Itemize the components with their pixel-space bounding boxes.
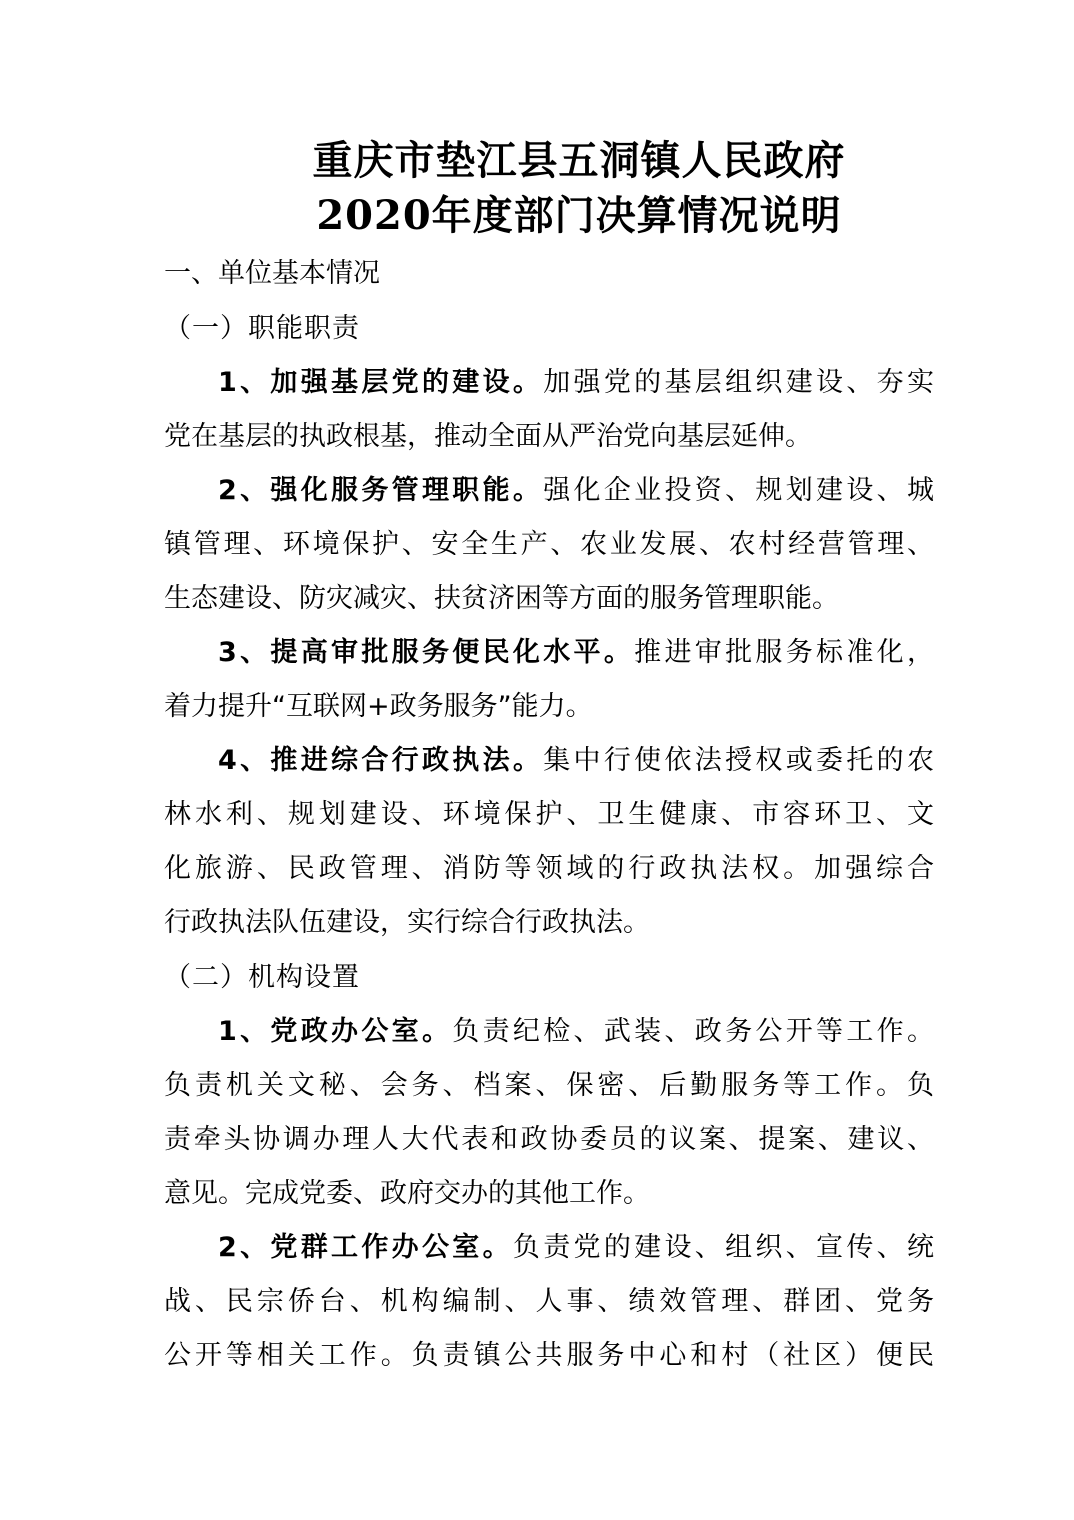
office-text: 负责党的建设、组织、宣传、统 [512, 1232, 934, 1263]
duty-text: 加强党的基层组织建设、夯实 [543, 367, 934, 398]
duty-paragraph-1-first-line [218, 365, 934, 401]
document-title-line-2: 2020年度部门决算情况说明 [316, 192, 842, 239]
duty-paragraph-2-line: 生态建设、防灾减灾、扶贫济困等方面的服务管理职能。 [164, 583, 839, 614]
subsection-heading-organization: （二）机构设置 [164, 962, 360, 993]
office-paragraph-1-line: 意见。完成党委、政府交办的其他工作。 [164, 1178, 650, 1209]
duty-lead: 1、加强基层党的建设。 [218, 367, 544, 398]
duty-paragraph-4-line: 林水利、规划建设、环境保护、卫生健康、市容环卫、文 [164, 799, 934, 830]
duty-paragraph-3-first-line [218, 635, 934, 671]
office-text: 负责纪检、武装、政务公开等工作。 [452, 1016, 934, 1047]
office-paragraph-1-line: 责牵头协调办理人大代表和政协委员的议案、提案、建议、 [164, 1124, 934, 1155]
office-paragraph-2-line: 公开等相关工作。负责镇公共服务中心和村（社区）便民 [164, 1340, 934, 1371]
section-heading-basic-info: 一、单位基本情况 [164, 258, 380, 289]
office-paragraph-1-line: 负责机关文秘、会务、档案、保密、后勤服务等工作。负 [164, 1070, 934, 1101]
duty-lead: 2、强化服务管理职能。 [218, 475, 544, 506]
duty-paragraph-4-line: 化旅游、民政管理、消防等领域的行政执法权。加强综合 [164, 853, 934, 884]
duty-paragraph-3-line: 着力提升“互联网+政务服务”能力。 [164, 691, 593, 722]
office-lead: 2、党群工作办公室。 [218, 1232, 513, 1263]
office-lead: 1、党政办公室。 [218, 1016, 453, 1047]
duty-paragraph-4-first-line [218, 743, 934, 779]
duty-lead: 4、推进综合行政执法。 [218, 745, 544, 776]
duty-lead: 3、提高审批服务便民化水平。 [218, 637, 635, 668]
document-title-line-1: 重庆市垫江县五洞镇人民政府 [312, 137, 846, 184]
duty-text: 强化企业投资、规划建设、城 [543, 475, 934, 506]
subsection-heading-duties: （一）职能职责 [164, 313, 360, 344]
office-paragraph-2-first-line [218, 1230, 934, 1266]
duty-text: 集中行使依法授权或委托的农 [543, 745, 934, 776]
duty-paragraph-2-line: 镇管理、环境保护、安全生产、农业发展、农村经营管理、 [164, 529, 934, 560]
duty-paragraph-1-line: 党在基层的执政根基，推动全面从严治党向基层延伸。 [164, 421, 812, 452]
duty-paragraph-2-first-line [218, 473, 934, 509]
duty-text: 推进审批服务标准化， [634, 637, 934, 668]
office-paragraph-2-line: 战、民宗侨台、机构编制、人事、绩效管理、群团、党务 [164, 1286, 934, 1317]
office-paragraph-1-first-line [218, 1014, 934, 1050]
duty-paragraph-4-line: 行政执法队伍建设，实行综合行政执法。 [164, 907, 650, 938]
